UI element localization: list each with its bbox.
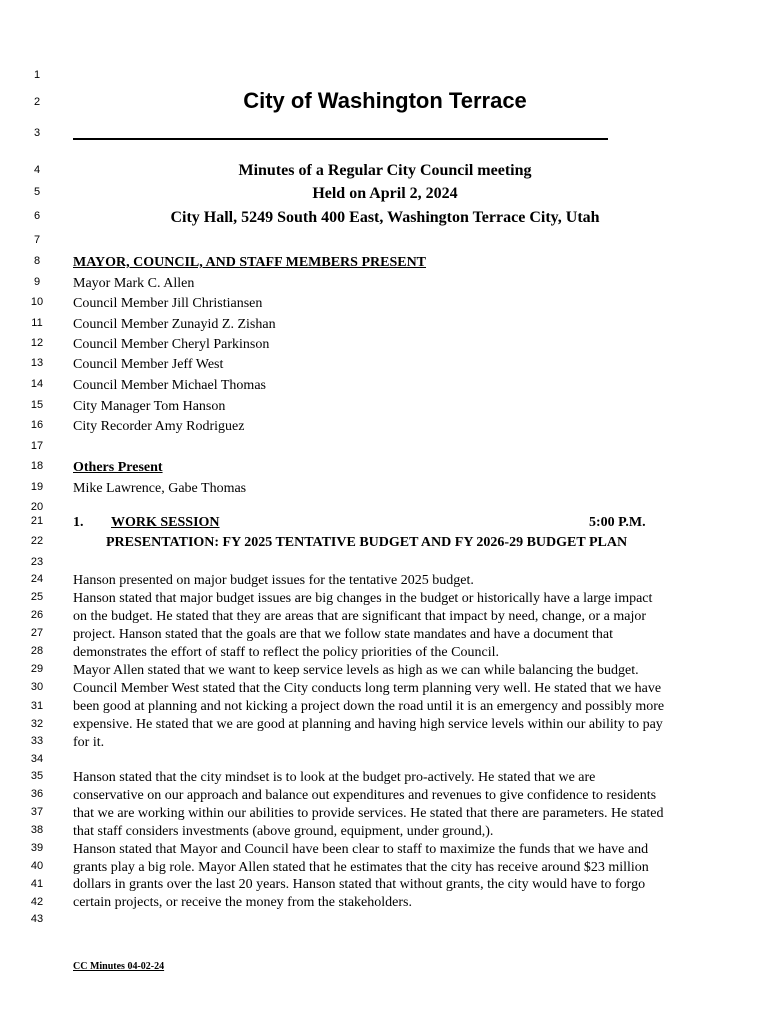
line-number: 19 [30,481,44,493]
line-number: 42 [30,896,44,908]
line-number: 39 [30,842,44,854]
body-line: Council Member West stated that the City conducts long term planning very well. He stated that we have [73,681,662,696]
body-line: dollars in grants over the last 20 years. Hanson stated that without grants, the city would have to forgo [73,877,646,893]
item-number: 1. [73,515,84,530]
line-number: 16 [30,419,44,431]
meeting-date: Held on April 2, 2024 [312,185,458,202]
body-line: demonstrates the effort of staff to reflect the policy priorities of the Council. [73,645,499,660]
line-number: 35 [30,770,44,782]
line-number: 26 [30,609,44,621]
member-name: Mayor Mark C. Allen [73,276,195,291]
line-number: 14 [30,378,44,390]
line-number: 10 [30,296,44,308]
line-number: 34 [30,753,44,765]
meeting-type: Minutes of a Regular City Council meeting [238,162,532,179]
line-number: 18 [30,460,44,472]
member-name: Council Member Jeff West [73,357,224,372]
item-time: 5:00 P.M. [589,515,646,530]
item-label: WORK SESSION [111,515,220,530]
body-line: certain projects, or receive the money from the stakeholders. [73,895,412,911]
others-heading: Others Present [73,460,163,475]
line-number: 1 [33,69,41,81]
line-number: 3 [33,127,41,139]
line-number: 21 [30,515,44,527]
line-number: 31 [30,700,44,712]
body-line: expensive. He stated that we are good at planning and having high service levels within our ability to pay [73,717,663,732]
item-subtitle: PRESENTATION: FY 2025 TENTATIVE BUDGET AND FY 2026-29 BUDGET PLAN [106,535,628,550]
meeting-location: City Hall, 5249 South 400 East, Washington Terrace City, Utah [170,209,600,226]
line-number: 29 [30,663,44,675]
line-number: 43 [30,913,44,925]
line-number: 8 [33,255,41,267]
member-name: Council Member Jill Christiansen [73,296,263,311]
line-number: 2 [33,96,41,108]
line-number: 9 [33,276,41,288]
line-number: 4 [33,164,41,176]
body-line: conservative on our approach and balance out expenditures and revenues to give confidence to residents [73,787,657,803]
member-name: City Recorder Amy Rodriguez [73,419,245,434]
body-line: project. Hanson stated that the goals are that we follow state mandates and have a document that [73,627,613,642]
body-line: been good at planning and not kicking a project down the road until it is an emergency and possibly more [73,699,665,714]
body-line: Hanson stated that Mayor and Council have been clear to staff to maximize the funds that we have and [73,841,649,857]
line-number: 7 [33,234,41,246]
line-number: 28 [30,645,44,657]
line-number: 20 [30,501,44,513]
member-name: City Manager Tom Hanson [73,399,226,414]
member-name: Council Member Zunayid Z. Zishan [73,317,276,332]
line-number: 15 [30,399,44,411]
body-line: grants play a big role. Mayor Allen stated that he estimates that the city has receive around $23 million [73,859,649,875]
line-number: 36 [30,788,44,800]
member-name: Council Member Michael Thomas [73,378,266,393]
line-number: 13 [30,357,44,369]
body-line: for it. [73,735,105,750]
line-number: 17 [30,440,44,452]
line-number: 40 [30,860,44,872]
line-number: 33 [30,735,44,747]
line-number: 5 [33,186,41,198]
title-rule [73,138,608,140]
line-number: 27 [30,627,44,639]
line-number: 11 [31,317,43,329]
body-line: Hanson stated that the city mindset is to look at the budget pro-actively. He stated that we are [73,770,596,785]
body-line: on the budget. He stated that they are areas that are significant that impact by need, change, or a major [73,609,646,624]
present-heading: MAYOR, COUNCIL, AND STAFF MEMBERS PRESENT [73,255,427,270]
line-number: 24 [30,573,44,585]
line-number: 38 [30,824,44,836]
document-title: City of Washington Terrace [243,88,527,113]
line-number: 37 [30,806,44,818]
line-number: 23 [30,556,44,568]
footer-label: CC Minutes 04-02-24 [73,961,165,972]
body-line: that staff considers investments (above ground, equipment, under ground,). [73,823,494,839]
body-line: that we are working within our abilities to provide services. He stated that there are parameters. He stated [73,805,664,821]
line-number: 12 [30,337,44,349]
line-number: 30 [30,681,44,693]
body-line: Mayor Allen stated that we want to keep service levels as high as we can while balancing the budget. [73,663,639,678]
line-number: 6 [33,210,41,222]
line-number: 22 [30,535,44,547]
line-number: 32 [30,718,44,730]
member-name: Council Member Cheryl Parkinson [73,337,270,352]
line-number: 41 [30,878,44,890]
others-names: Mike Lawrence, Gabe Thomas [73,481,247,496]
body-line: Hanson stated that major budget issues are big changes in the budget or historically have a large impact [73,591,653,606]
body-line: Hanson presented on major budget issues for the tentative 2025 budget. [73,573,474,588]
line-number: 25 [30,591,44,603]
